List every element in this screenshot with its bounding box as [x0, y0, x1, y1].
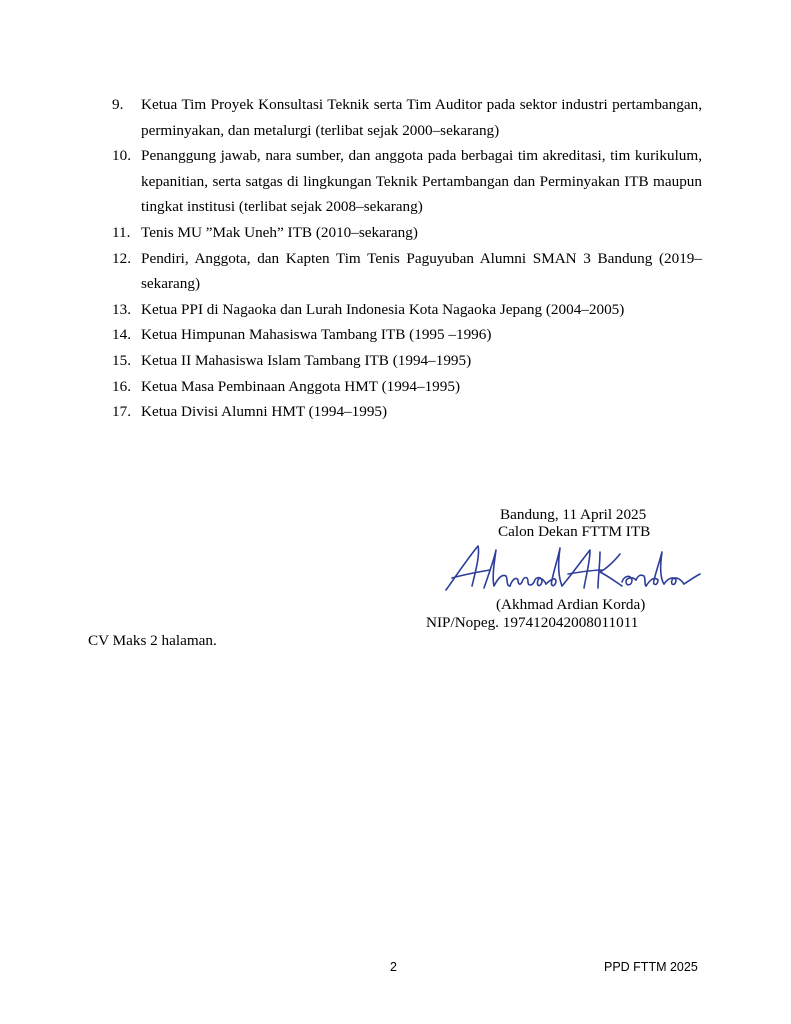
list-item-number: 12. — [112, 249, 131, 267]
list-item-number: 13. — [112, 300, 131, 318]
list-item-text: Ketua Divisi Alumni HMT (1994–1995) — [141, 403, 388, 421]
document-label: PPD FTTM 2025 — [604, 960, 698, 974]
list-item-text: Ketua PPI di Nagaoka dan Lurah Indonesia Kota Nagaoka Jepang (2004–2005) — [141, 300, 625, 318]
list-item — [112, 220, 702, 246]
list-item-number: 17. — [112, 403, 131, 421]
page-number: 2 — [390, 960, 397, 974]
list-item-text: Pendiri, Anggota, dan Kapten Tim Tenis Paguyuban Alumni SMAN 3 Bandung (2019–sekarang) — [141, 249, 702, 293]
list-item — [112, 322, 702, 348]
list-item — [112, 399, 702, 425]
signature-role: Calon Dekan FTTM ITB — [498, 523, 651, 540]
list-item — [112, 374, 702, 400]
list-item-number: 16. — [112, 377, 131, 395]
signatory-nip: NIP/Nopeg. 197412042008011011 — [426, 614, 639, 631]
signature-place-date: Bandung, 11 April 2025 — [500, 506, 647, 523]
list-item-text: Ketua Masa Pembinaan Anggota HMT (1994–1995) — [141, 377, 461, 395]
list-item-text: Penanggung jawab, nara sumber, dan anggota pada berbagai tim akreditasi, tim kurikulum, kepanitian, serta satgas di lingkungan Teknik Pertambangan dan Perminyakan ITB maupun tingkat institusi (terlibat sejak 2008–sekarang) — [141, 147, 702, 216]
list-item-number: 11. — [112, 223, 131, 241]
list-item-text: Ketua Himpunan Mahasiswa Tambang ITB (1995 –1996) — [141, 326, 492, 344]
list-item — [112, 92, 702, 143]
page-limit-note: CV Maks 2 halaman. — [88, 632, 217, 649]
list-item-text: Ketua II Mahasiswa Islam Tambang ITB (1994–1995) — [141, 351, 472, 369]
list-item-number: 9. — [112, 96, 124, 113]
list-item — [112, 246, 702, 297]
list-item-number: 15. — [112, 351, 131, 369]
list-item-number: 10. — [112, 147, 131, 165]
list-item-number: 14. — [112, 326, 131, 344]
organization-experience-list — [112, 92, 702, 425]
list-item — [112, 143, 702, 220]
list-item — [112, 297, 702, 323]
list-item-text: Tenis MU ”Mak Uneh” ITB (2010–sekarang) — [141, 223, 418, 241]
list-item — [112, 348, 702, 374]
handwritten-signature — [432, 540, 702, 596]
list-item-text: Ketua Tim Proyek Konsultasi Teknik serta Tim Auditor pada sektor industri pertambangan, perminyakan, dan metalurgi (terlibat sejak 2000–sekarang) — [141, 96, 702, 139]
signatory-name: (Akhmad Ardian Korda) — [496, 596, 646, 613]
